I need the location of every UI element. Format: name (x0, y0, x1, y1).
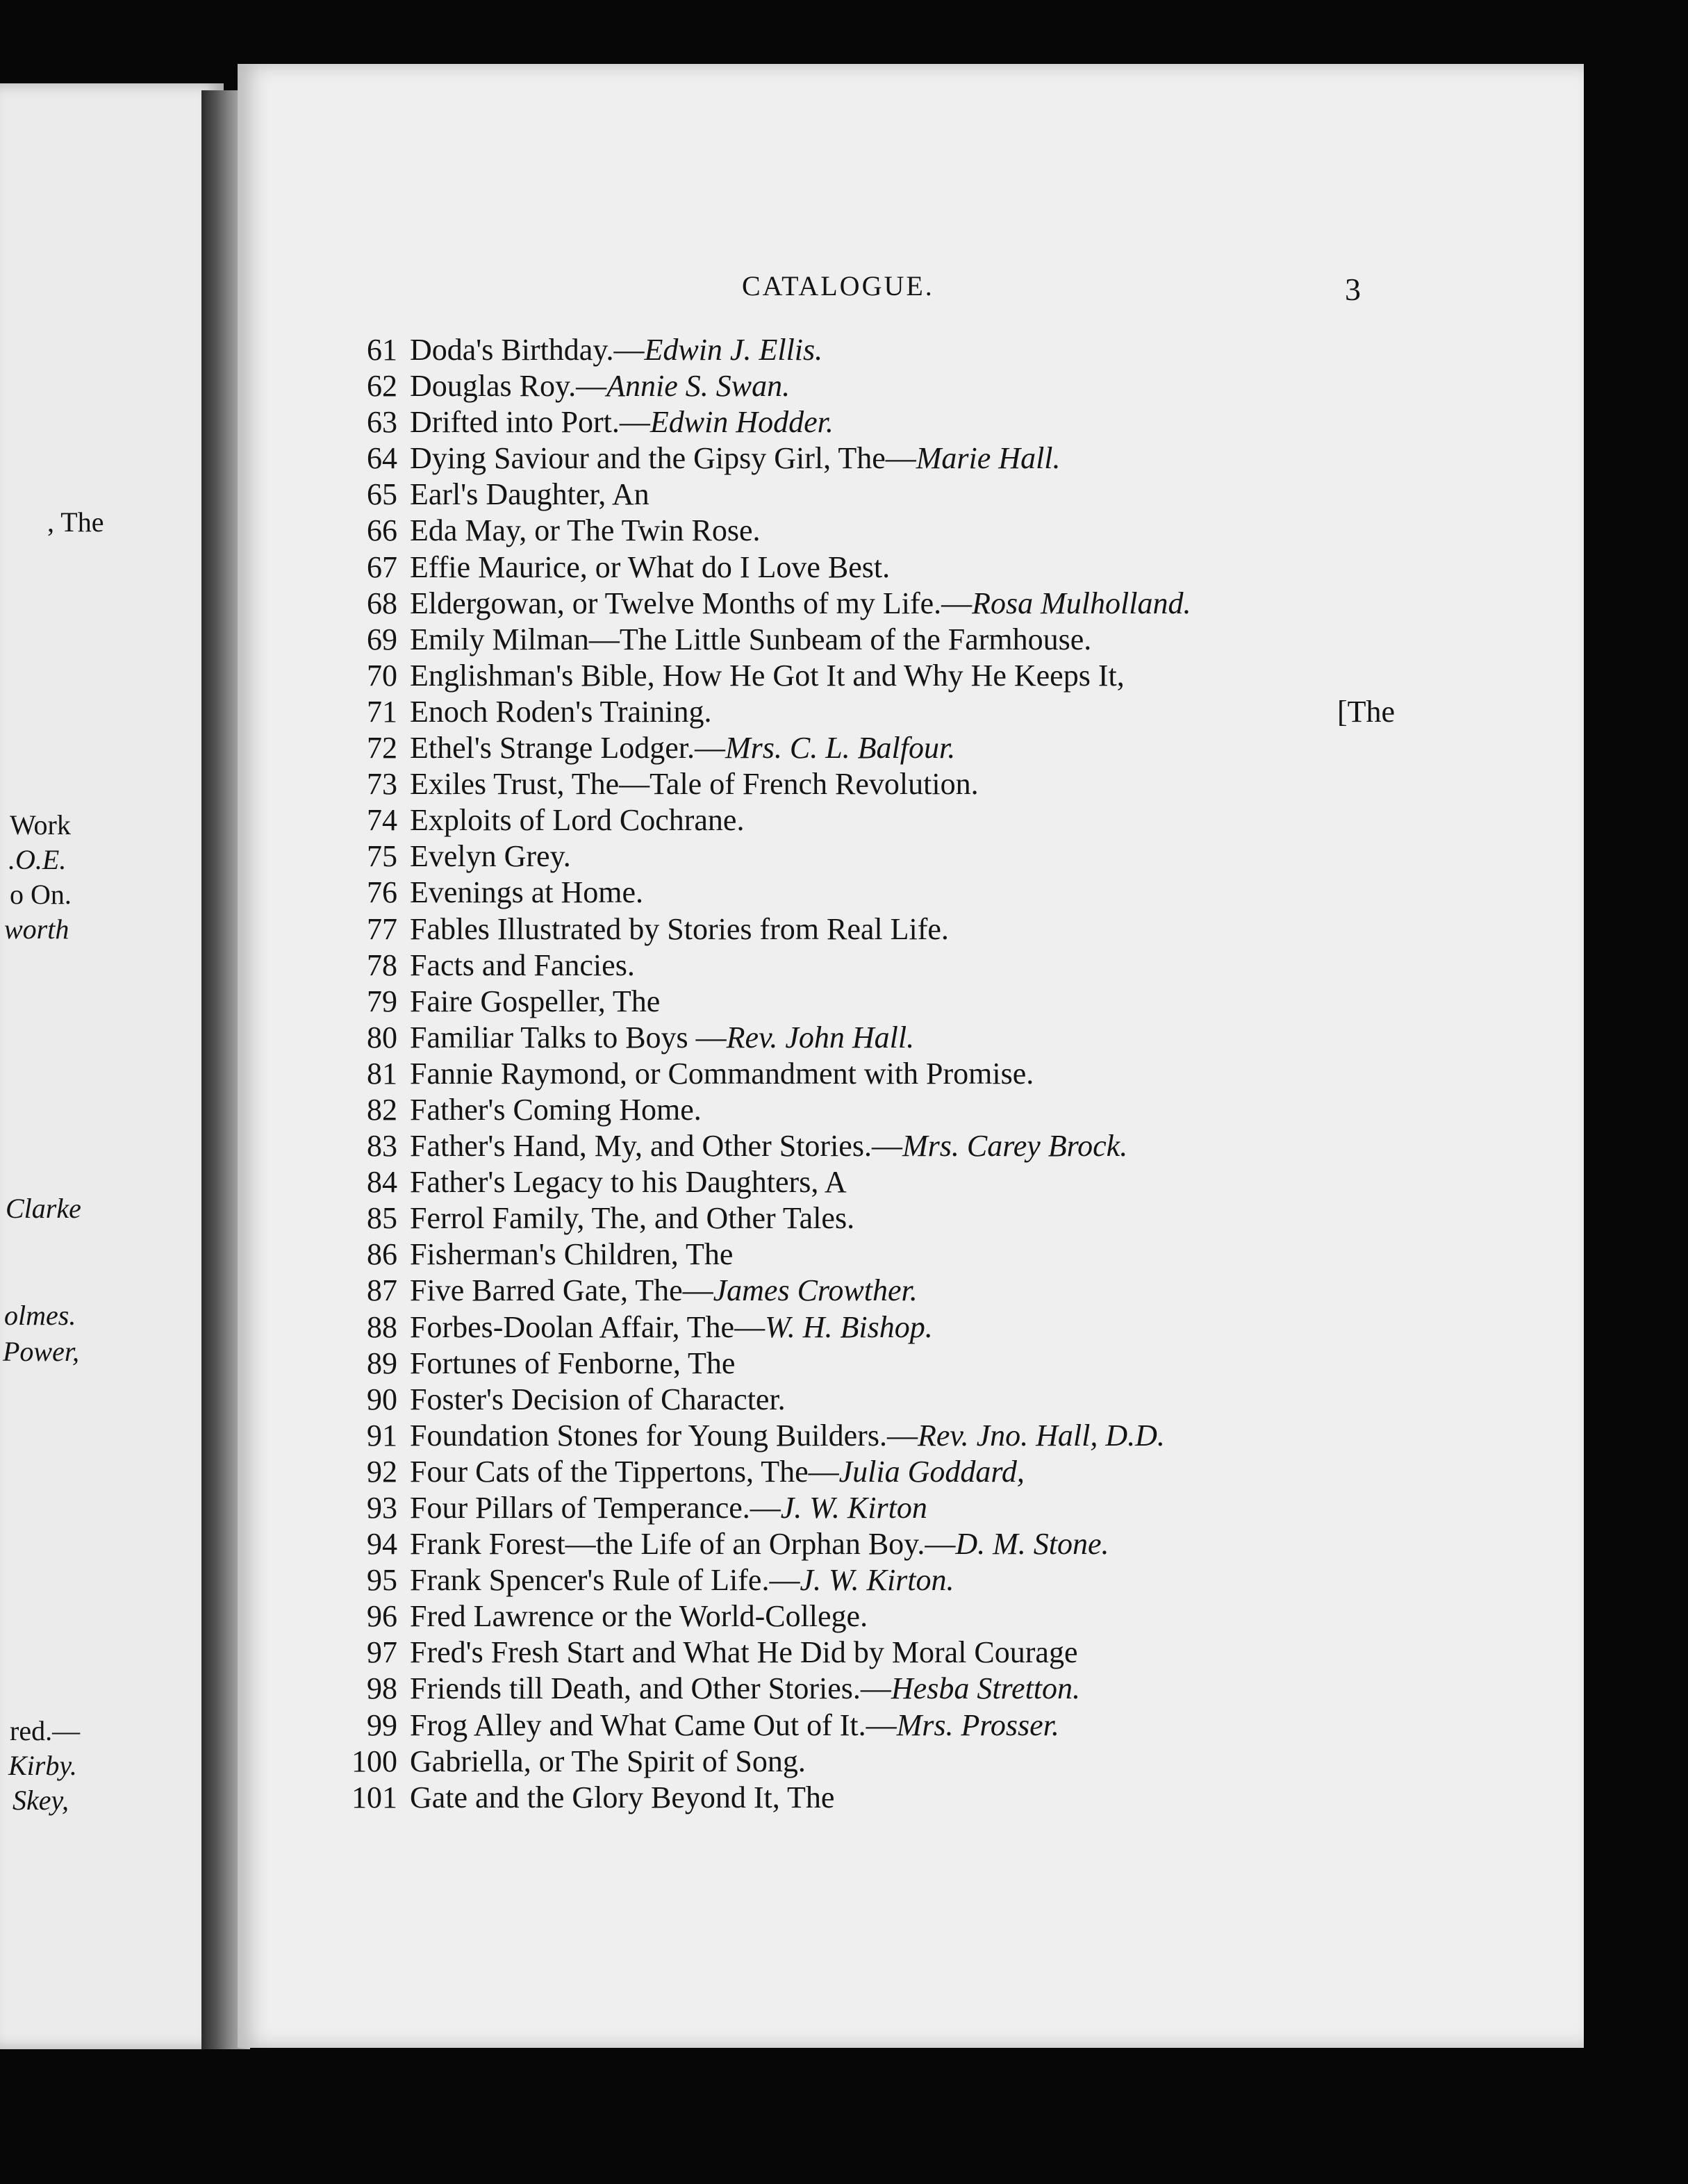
catalogue-entry (339, 948, 1395, 984)
catalogue-list (339, 332, 1395, 1816)
catalogue-entry (339, 1526, 1395, 1562)
entry-author: J. W. Kirton. (800, 1563, 954, 1598)
entry-title: Fisherman's Children, The (410, 1237, 734, 1272)
entry-number: 87 (367, 1273, 397, 1308)
catalogue-entry (339, 766, 1395, 802)
entry-title: Foundation Stones for Young Builders.— (410, 1418, 918, 1453)
entry-number: 98 (367, 1671, 397, 1706)
entry-author: Rosa Mulholland. (972, 586, 1191, 620)
left-fragment: , The (47, 506, 104, 538)
catalogue-entry (339, 477, 1395, 513)
entry-title: Effie Maurice, or What do I Love Best. (410, 549, 891, 584)
entry-number: 76 (367, 875, 397, 910)
catalogue-entry (339, 1128, 1395, 1164)
left-fragment: worth (4, 913, 69, 945)
entry-author: Edwin J. Ellis. (644, 333, 823, 367)
entry-title: Earl's Daughter, An (410, 477, 649, 512)
entry-title: Emily Milman—The Little Sunbeam of the Farmhouse. (410, 622, 1092, 656)
catalogue-entry (339, 1056, 1395, 1092)
entry-number: 93 (367, 1491, 397, 1525)
entry-title: Ethel's Strange Lodger.— (410, 731, 725, 766)
left-fragment: olmes. (4, 1300, 76, 1331)
entry-title: Gabriella, or The Spirit of Song. (410, 1744, 806, 1778)
left-fragment: .O.E. (8, 844, 67, 875)
catalogue-entry (339, 1490, 1395, 1526)
catalogue-entry (339, 984, 1395, 1020)
entry-number: 62 (367, 369, 397, 404)
left-fragment: Clarke (6, 1193, 81, 1224)
entry-number: 78 (367, 948, 397, 982)
entry-author: James Crowther. (713, 1273, 918, 1308)
entry-title: Drifted into Port.— (410, 405, 650, 440)
entry-number: 80 (367, 1020, 397, 1054)
catalogue-entry (339, 1707, 1395, 1744)
entry-author: Rev. John Hall. (726, 1020, 915, 1054)
entry-number: 92 (367, 1454, 397, 1489)
entry-number: 81 (367, 1056, 397, 1091)
catalogue-entry (339, 658, 1395, 694)
entry-title: Frank Forest—the Life of an Orphan Boy.— (410, 1527, 956, 1562)
entry-number: 96 (367, 1599, 397, 1634)
catalogue-entry (339, 368, 1395, 404)
catalogue-entry (339, 838, 1395, 875)
left-fragment: o On. (10, 879, 72, 910)
entry-title: Exiles Trust, The—Tale of French Revolution. (410, 767, 979, 802)
entry-title: Doda's Birthday.— (410, 333, 645, 367)
catalogue-entry (339, 1020, 1395, 1056)
entry-title: Enoch Roden's Training. (410, 694, 712, 729)
entry-number: 72 (367, 731, 397, 766)
catalogue-entry (339, 513, 1395, 549)
entry-number: 100 (351, 1744, 397, 1778)
entry-title: Father's Coming Home. (410, 1092, 702, 1127)
catalogue-entry (339, 1164, 1395, 1200)
catalogue-entry (339, 549, 1395, 586)
catalogue-entry (339, 694, 1395, 730)
entry-number: 94 (367, 1527, 397, 1562)
entry-number: 69 (367, 622, 397, 656)
entry-number: 84 (367, 1165, 397, 1200)
entry-title: Eda May, or The Twin Rose. (410, 513, 761, 548)
catalogue-entry (339, 622, 1395, 658)
entry-title: Five Barred Gate, The— (410, 1273, 713, 1308)
catalogue-entry (339, 1780, 1395, 1816)
entry-title: Eldergowan, or Twelve Months of my Life.— (410, 586, 973, 620)
entry-number: 75 (367, 839, 397, 874)
entry-title: Englishman's Bible, How He Got It and Why He Keeps It, (410, 658, 1125, 693)
entry-title: Exploits of Lord Cochrane. (410, 803, 745, 838)
entry-number: 68 (367, 586, 397, 620)
entry-author: Annie S. Swan. (606, 369, 791, 404)
catchword: [The (1337, 694, 1395, 729)
catalogue-entry (339, 1635, 1395, 1671)
catalogue-entry (339, 802, 1395, 838)
entry-author: Edwin Hodder. (649, 405, 834, 440)
entry-author: Hesba Stretton. (891, 1671, 1081, 1706)
entry-author: Rev. Jno. Hall, D.D. (917, 1418, 1165, 1453)
entry-title: Fables Illustrated by Stories from Real Life. (410, 911, 949, 946)
entry-title: Fred's Fresh Start and What He Did by Moral Courage (410, 1635, 1078, 1670)
entry-number: 86 (367, 1237, 397, 1272)
entry-number: 99 (367, 1707, 397, 1742)
catalogue-entry (339, 1562, 1395, 1598)
entry-title: Evenings at Home. (410, 875, 644, 910)
entry-number: 85 (367, 1201, 397, 1236)
catalogue-entry (339, 1092, 1395, 1128)
entry-number: 83 (367, 1129, 397, 1164)
entry-author: J. W. Kirton (780, 1491, 927, 1525)
entry-number: 71 (367, 694, 397, 729)
entry-number: 63 (367, 405, 397, 440)
entry-number: 61 (367, 333, 397, 367)
entry-title: Douglas Roy.— (410, 369, 607, 404)
catalogue-entry (339, 1418, 1395, 1454)
entry-title: Evelyn Grey. (410, 839, 571, 874)
catalogue-entry (339, 1200, 1395, 1236)
entry-number: 82 (367, 1092, 397, 1127)
entry-title: Faire Gospeller, The (410, 984, 661, 1018)
entry-number: 64 (367, 441, 397, 476)
catalogue-entry (339, 730, 1395, 766)
entry-title: Ferrol Family, The, and Other Tales. (410, 1201, 855, 1236)
entry-author: Julia Goddard, (838, 1454, 1025, 1489)
entry-author: D. M. Stone. (955, 1527, 1109, 1562)
catalogue-entry (339, 1309, 1395, 1346)
entry-number: 74 (367, 803, 397, 838)
catalogue-entry (339, 1454, 1395, 1490)
left-fragment: red.— (10, 1715, 81, 1746)
entry-title: Four Pillars of Temperance.— (410, 1491, 781, 1525)
catalogue-entry (339, 404, 1395, 440)
left-fragment: Skey, (13, 1785, 69, 1816)
catalogue-entry (339, 911, 1395, 948)
catalogue-entry (339, 1346, 1395, 1382)
catalogue-entry (339, 1744, 1395, 1780)
entry-title: Fannie Raymond, or Commandment with Promise. (410, 1056, 1034, 1091)
entry-title: Facts and Fancies. (410, 948, 635, 982)
entry-author: Mrs. Carey Brock. (902, 1129, 1128, 1164)
catalogue-entry (339, 1236, 1395, 1273)
entry-title: Four Cats of the Tippertons, The— (410, 1454, 839, 1489)
entry-number: 97 (367, 1635, 397, 1670)
catalogue-entry (339, 1273, 1395, 1309)
entry-number: 88 (367, 1309, 397, 1344)
entry-title: Familiar Talks to Boys — (410, 1020, 727, 1054)
entry-title: Friends till Death, and Other Stories.— (410, 1671, 891, 1706)
entry-title: Fred Lawrence or the World-College. (410, 1599, 868, 1634)
entry-number: 67 (367, 549, 397, 584)
left-fragment: Work (10, 809, 71, 841)
entry-author: Marie Hall. (916, 441, 1061, 476)
entry-number: 70 (367, 658, 397, 693)
entry-title: Frog Alley and What Came Out of It.— (410, 1707, 897, 1742)
page-number: 3 (1345, 272, 1361, 307)
catalogue-entry (339, 1598, 1395, 1635)
catalogue-entry (339, 875, 1395, 911)
entry-number: 95 (367, 1563, 397, 1598)
entry-title: Frank Spencer's Rule of Life.— (410, 1563, 800, 1598)
entry-title: Gate and the Glory Beyond It, The (410, 1780, 835, 1814)
entry-title: Father's Legacy to his Daughters, A (410, 1165, 847, 1200)
entry-author: Mrs. Prosser. (896, 1707, 1059, 1742)
entry-number: 91 (367, 1418, 397, 1453)
entry-number: 90 (367, 1382, 397, 1416)
catalogue-entry (339, 1671, 1395, 1707)
entry-title: Fortunes of Fenborne, The (410, 1346, 736, 1380)
entry-number: 79 (367, 984, 397, 1018)
entry-number: 73 (367, 767, 397, 802)
entry-number: 66 (367, 513, 397, 548)
left-fragment: Kirby. (8, 1750, 77, 1781)
catalogue-entry (339, 440, 1395, 477)
entry-number: 65 (367, 477, 397, 512)
catalogue-entry (339, 332, 1395, 368)
left-fragment: Power, (3, 1336, 79, 1367)
entry-author: Mrs. C. L. Balfour. (725, 731, 956, 766)
left-page (0, 83, 224, 2049)
entry-title: Dying Saviour and the Gipsy Girl, The— (410, 441, 916, 476)
catalogue-entry (339, 1382, 1395, 1418)
entry-title: Forbes-Doolan Affair, The— (410, 1309, 766, 1344)
entry-title: Father's Hand, My, and Other Stories.— (410, 1129, 902, 1164)
entry-author: W. H. Bishop. (765, 1309, 933, 1344)
entry-title: Foster's Decision of Character. (410, 1382, 786, 1416)
page-title: CATALOGUE. (742, 270, 934, 301)
catalogue-entry (339, 586, 1395, 622)
entry-number: 101 (351, 1780, 397, 1814)
entry-number: 77 (367, 911, 397, 946)
entry-number: 89 (367, 1346, 397, 1380)
